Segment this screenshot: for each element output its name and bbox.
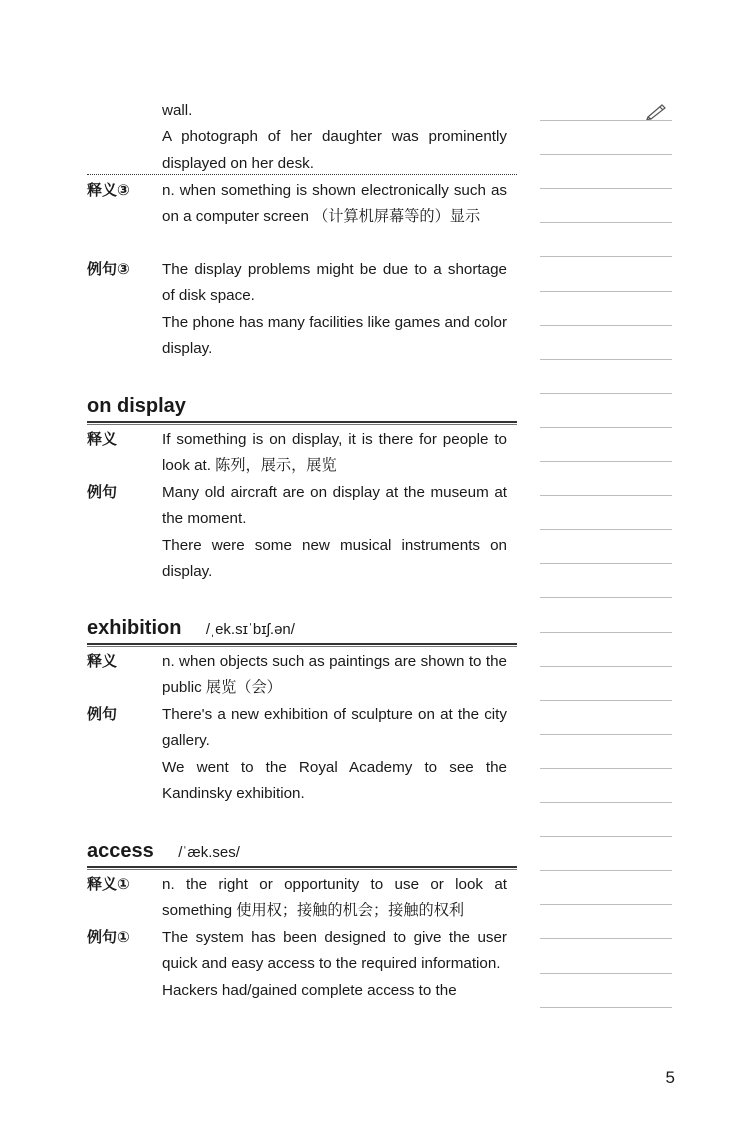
- entry-header: [87, 840, 517, 868]
- header-rule: [87, 421, 517, 425]
- note-line: [540, 393, 672, 394]
- headword: on display: [87, 395, 186, 417]
- definition-text: n. the right or opportunity to use or look at something 使用权；接触的机会；接触的权利: [162, 876, 507, 920]
- pencil-icon: [645, 102, 669, 120]
- note-line: [540, 325, 672, 326]
- page-number: 5: [665, 1068, 675, 1087]
- note-line: [540, 973, 672, 974]
- definition-label: 释义③: [87, 182, 130, 199]
- example-label: 例句: [87, 484, 118, 501]
- note-line: [540, 666, 672, 667]
- note-line: [540, 495, 672, 496]
- example-sentence: The phone has many facilities like games and color display.: [162, 313, 507, 358]
- note-line: [540, 870, 672, 871]
- note-line: [540, 1007, 672, 1008]
- note-line: [540, 427, 672, 428]
- note-line: [540, 120, 672, 121]
- example-fragment: wall.: [162, 102, 193, 119]
- pronunciation: /ˌek.sɪˈbɪʃ.ən/: [205, 621, 295, 638]
- note-line: [540, 938, 672, 939]
- definition-text: If something is on display, it is there for people to look at. 陈列，展示，展览: [162, 431, 507, 475]
- note-line: [540, 291, 672, 292]
- note-line: [540, 700, 672, 701]
- header-rule: [87, 866, 517, 870]
- note-line: [540, 256, 672, 257]
- note-line: [540, 734, 672, 735]
- entry-header: [87, 395, 517, 423]
- example-sentence: The system has been designed to give the user quick and easy access to the required information.: [162, 929, 507, 973]
- definition-text: n. when something is shown electronically such as on a computer screen （计算机屏幕等的）显示: [162, 182, 507, 226]
- header-rule: [87, 643, 517, 647]
- note-line: [540, 836, 672, 837]
- example-sentence: There were some new musical instruments on display.: [162, 536, 507, 581]
- example-sentence: We went to the Royal Academy to see the Kandinsky exhibition.: [162, 758, 507, 803]
- headword: exhibition: [87, 617, 182, 639]
- entry-header: [87, 617, 517, 645]
- pronunciation: /ˈæk.ses/: [178, 844, 240, 861]
- note-line: [540, 359, 672, 360]
- note-line: [540, 461, 672, 462]
- dotted-divider: [87, 174, 517, 175]
- note-line: [540, 597, 672, 598]
- example-sentence: Hackers had/gained complete access to the: [162, 981, 457, 999]
- example-sentence: There's a new exhibition of sculpture on at the city gallery.: [162, 706, 507, 750]
- example-label: 例句: [87, 706, 118, 723]
- example-sentence: Many old aircraft are on display at the museum at the moment.: [162, 484, 507, 528]
- note-line: [540, 154, 672, 155]
- note-line: [540, 904, 672, 905]
- definition-text: n. when objects such as paintings are shown to the public 展览（会）: [162, 653, 507, 697]
- definition-label: 释义①: [87, 876, 130, 893]
- headword: access: [87, 840, 154, 862]
- note-line: [540, 802, 672, 803]
- note-line: [540, 563, 672, 564]
- example-label: 例句①: [87, 929, 130, 946]
- note-line: [540, 768, 672, 769]
- example-sentence: A photograph of her daughter was prominently displayed on her desk.: [162, 128, 507, 172]
- note-line: [540, 529, 672, 530]
- definition-label: 释义: [87, 431, 118, 448]
- example-label: 例句③: [87, 261, 130, 278]
- definition-label: 释义: [87, 653, 118, 670]
- note-line: [540, 222, 672, 223]
- note-line: [540, 188, 672, 189]
- note-line: [540, 632, 672, 633]
- example-sentence: The display problems might be due to a shortage of disk space.: [162, 261, 507, 305]
